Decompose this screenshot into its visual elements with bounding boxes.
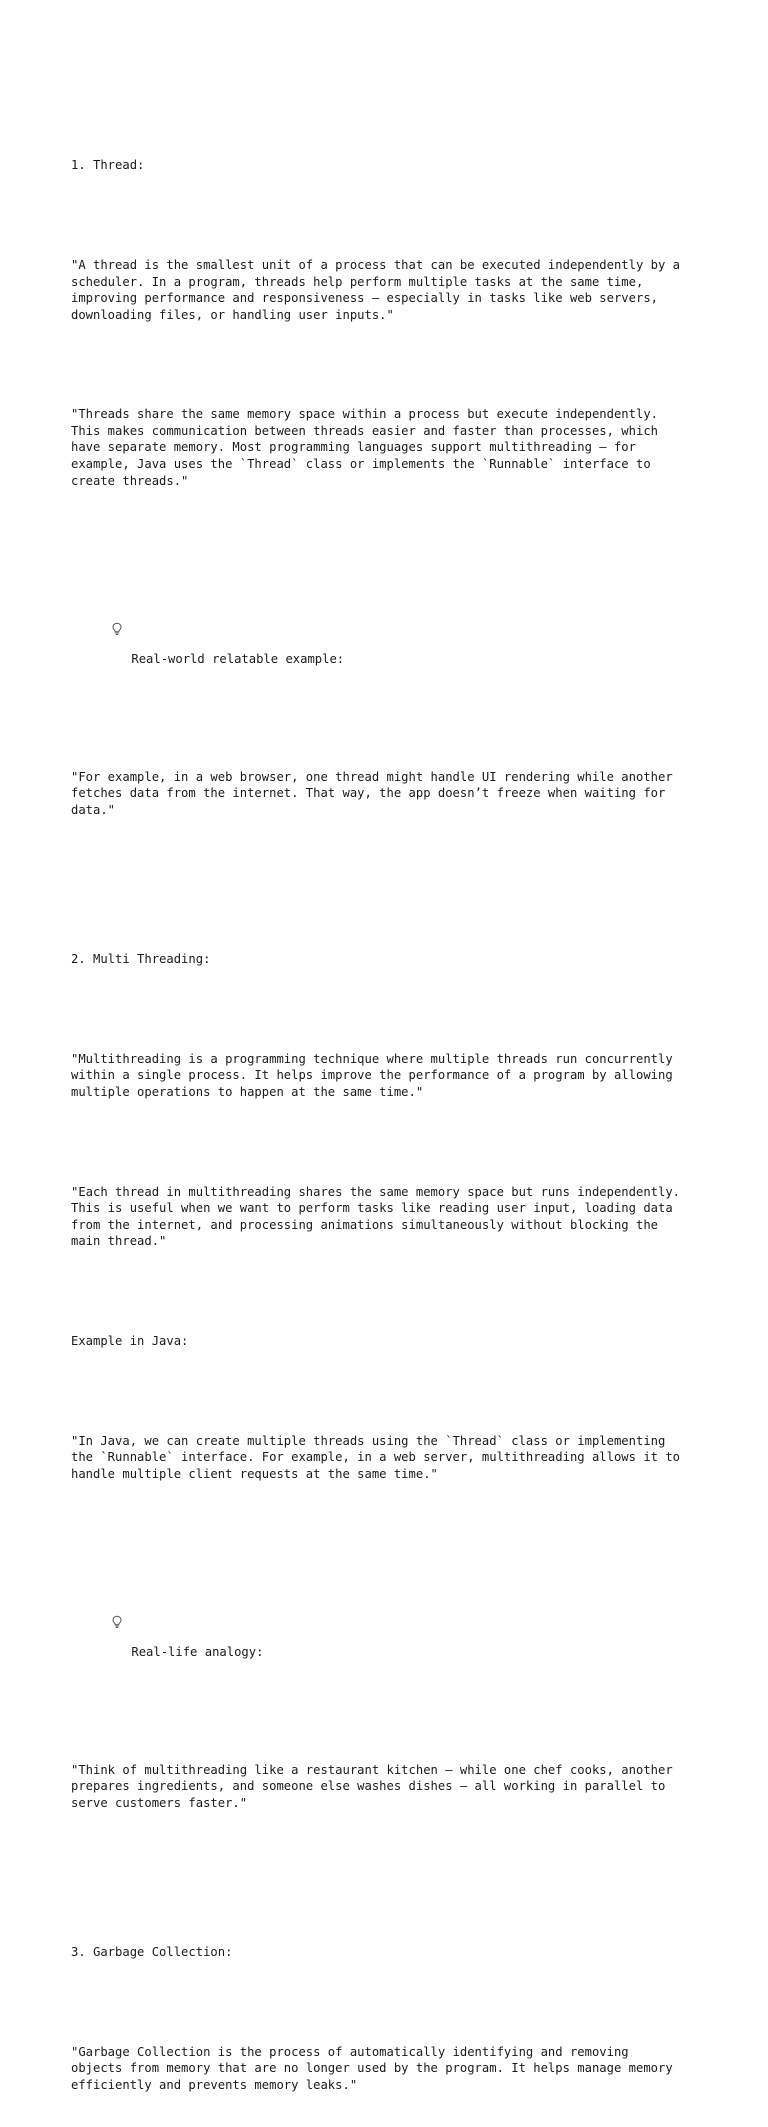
tip-callout (71, 572, 711, 686)
document-page (71, 91, 711, 2127)
tip-label: Real-life analogy: (131, 1644, 264, 1659)
section-heading: 3. Garbage Collection: (71, 1945, 233, 1960)
lightbulb-icon (110, 1582, 124, 1662)
tip-label: Real-world relatable example: (131, 651, 345, 666)
section-heading: 2. Multi Threading: (71, 952, 211, 967)
paragraph: "Threads share the same memory space within a process but execute independently. This makes communication between threads easier and faster than processes, which have separate memory. Most programming languages support multithreading — for example, Java uses the `Thread` class or implements the `Runnable` interface to create threads." (71, 407, 658, 488)
paragraph: "Think of multithreading like a restaurant kitchen — while one chef cooks, another prepares ingredients, and someone else washes dishes — all working in parallel to serve customers faster." (71, 1762, 673, 1810)
section-heading: 1. Thread: (71, 158, 145, 173)
tip-callout (71, 1565, 711, 1679)
subheading: Example in Java: (71, 1333, 189, 1348)
lightbulb-icon (110, 589, 124, 669)
paragraph: "Garbage Collection is the process of automatically identifying and removing objects from memory that are no longer used by the program. It helps manage memory efficiently and prevents memory leaks." (71, 2044, 673, 2093)
paragraph: "A thread is the smallest unit of a process that can be executed independently by a scheduler. In a program, threads help perform multiple tasks at the same time, improving performance and responsiveness — especially in tasks like web servers, downloading files, or handling user inputs." (71, 257, 681, 322)
paragraph: "For example, in a web browser, one thread might handle UI rendering while another fetches data from the internet. That way, the app doesn’t freeze when waiting for data." (71, 769, 673, 817)
paragraph: "In Java, we can create multiple threads using the `Thread` class or implementing the `Runnable` interface. For example, in a web server, multithreading allows it to handle multiple client requests at the same time." (71, 1433, 681, 1481)
paragraph: "Each thread in multithreading shares the same memory space but runs independently. This is useful when we want to perform tasks like reading user input, loading data from the internet, and processing animations simultaneously without blocking the main thread." (71, 1184, 681, 1249)
paragraph: "Multithreading is a programming technique where multiple threads run concurrently within a single process. It helps improve the performance of a program by allowing multiple operations to happen at the same time." (71, 1051, 673, 1100)
